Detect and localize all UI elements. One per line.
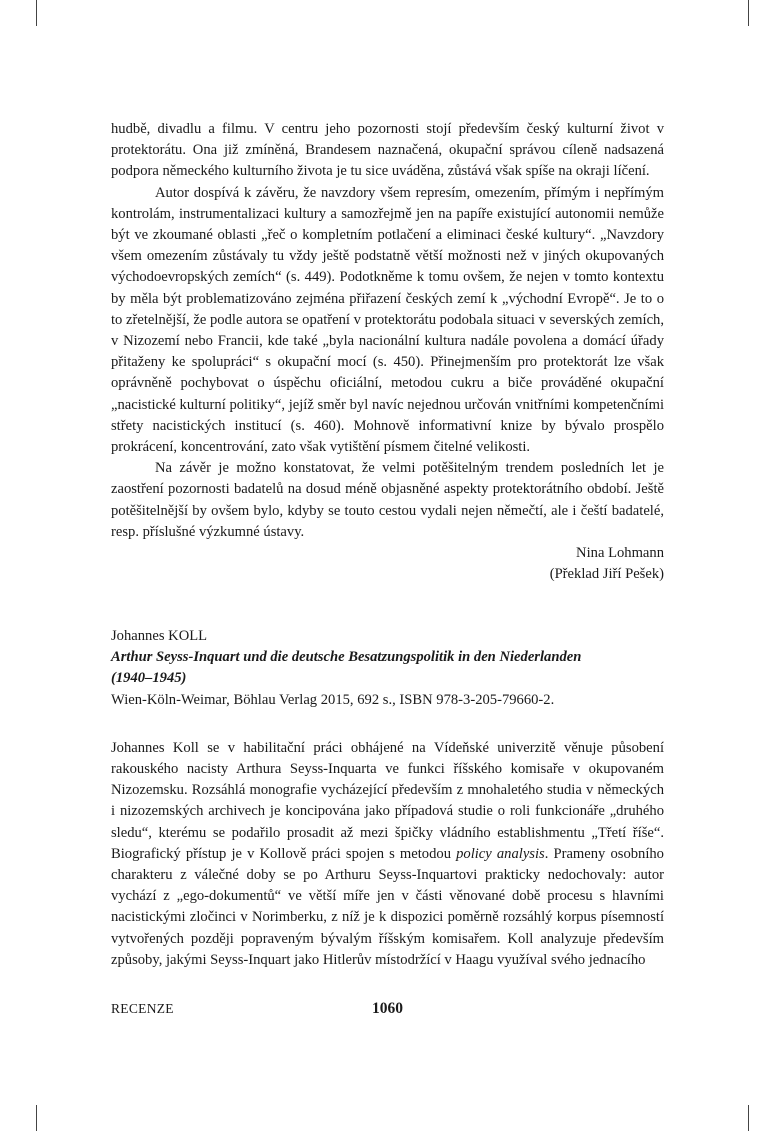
review-continuation <box>111 119 664 585</box>
book-title-line: (1940–1945) <box>111 670 187 687</box>
review-paragraph: Na závěr je možno konstatovat, že velmi potěšitelným trendem posledních let je zaostření pozornosti badatelů na dosud méně objasněné aspekty protektorátního období. Ještě potěšitelnější by ovšem bylo, kdyby se touto cestou vydali nejen němečtí, ale i čeští badatelé, resp. příslušné výzkumné ústavy. <box>111 460 664 540</box>
review-body-text: Johannes Koll se v habilitační práci obhájené na Vídeňské univerzitě věnuje působení rakouského nacisty Arthura Seyss-Inquarta ve funkci říšského komisaře v okupovaném Nizozemsku. Rozsáhlá monografie vycházející především z mnohaletého studia v německých i nizozemských archivech je koncipována jako případová studie o roli funkcionáře „druhého sledu“, kterému se podařilo prosadit až mezi špičky vládního establishmentu „Třetí říše“. Biografický přístup je v Kollově práci spojen s metodou <box>111 739 664 862</box>
reviewer-signature: Nina Lohmann <box>576 545 664 562</box>
crop-mark-bottom-right <box>748 1105 749 1131</box>
review-body-paragraph <box>111 738 664 971</box>
book-review <box>111 626 664 971</box>
review-paragraph: Autor dospívá k závěru, že navzdory všem represím, omezením, přímým i nepřímým kontrolám, instrumentalizaci kultury a samozřejmě jen na papíře existující autonomii nemůže být ve zkoumané oblasti „řeč o kompletním potlačení a eliminaci české kultury“. „Navzdory všem omezením zůstávaly tu vždy ještě podstatně větší možnosti než v jiných okupovaných východoevropských zemích“ (s. 449). Podotkněme k tomu ovšem, že nejen v tomto kontextu by měla být problematizováno zejména přiřazení českých zemí k „východní Evropě“. Je to o to zřetelnější, že podle autora se opatření v protektorátu podobala situaci v severských zemích, v Nizozemí nebo Francii, kde také „byla nacionální kultura nadále povolena a domácí úřady přitaženy ke spolupráci“ s okupační mocí (s. 450). Přinejmenším pro protektorát lze však oprávněně pochybovat o úspěchu oficiální, metodou cukru a biče prováděné okupační „nacistické kulturní politiky“, jejíž směr byl navíc nejednou určován vnitřními kompetenčními střety nacistických institucí (s. 460). Mohnově informativní knize by bývalo prospělo prokrácení, koncentrování, zato však vytištění písmem čitelné velikosti. <box>111 184 664 456</box>
review-body-text: . Prameny osobního charakteru z válečné doby se po Arthuru Seyss-Inquartovi prakticky nedochovaly: autor vychází z „ego-dokumentů“ ve větší míře jen v části věnované době procesu s hlavními nacistickými zločinci v Norimberku, z níž je k dispozici poměrně rozsáhlý korpus písemností vytvořených později popraveným bývalým říšským komisařem. Koll analyzuje především způsoby, jakými Seyss-Inquart jako Hitlerův místodržící v Haagu využíval svého jednacího <box>111 845 664 968</box>
crop-mark-bottom-left <box>36 1105 37 1131</box>
page-footer <box>111 998 664 1020</box>
book-title-line: Arthur Seyss-Inquart und die deutsche Besatzungspolitik in den Niederlanden <box>111 649 582 666</box>
page-number: 1060 <box>372 1000 403 1017</box>
review-paragraph: hudbě, divadlu a filmu. V centru jeho pozornosti stojí především český kulturní život v protektorátu. Ona již zmíněná, Brandesem naznačená, okupační správou cíleně nadsazená podpora německého kulturního života je tu sice uváděna, zůstává však spíše na okraji líčení. <box>111 121 664 180</box>
publication-info: Wien-Köln-Weimar, Böhlau Verlag 2015, 692 s., ISBN 978-3-205-79660-2. <box>111 691 555 708</box>
crop-mark-top-left <box>36 0 37 26</box>
review-body-emphasis: policy analysis <box>456 845 545 862</box>
book-author: Johannes KOLL <box>111 628 208 644</box>
crop-mark-top-right <box>748 0 749 26</box>
book-title <box>111 647 664 689</box>
translator-credit: (Překlad Jiří Pešek) <box>549 566 664 583</box>
section-label: RECENZE <box>111 1001 174 1016</box>
